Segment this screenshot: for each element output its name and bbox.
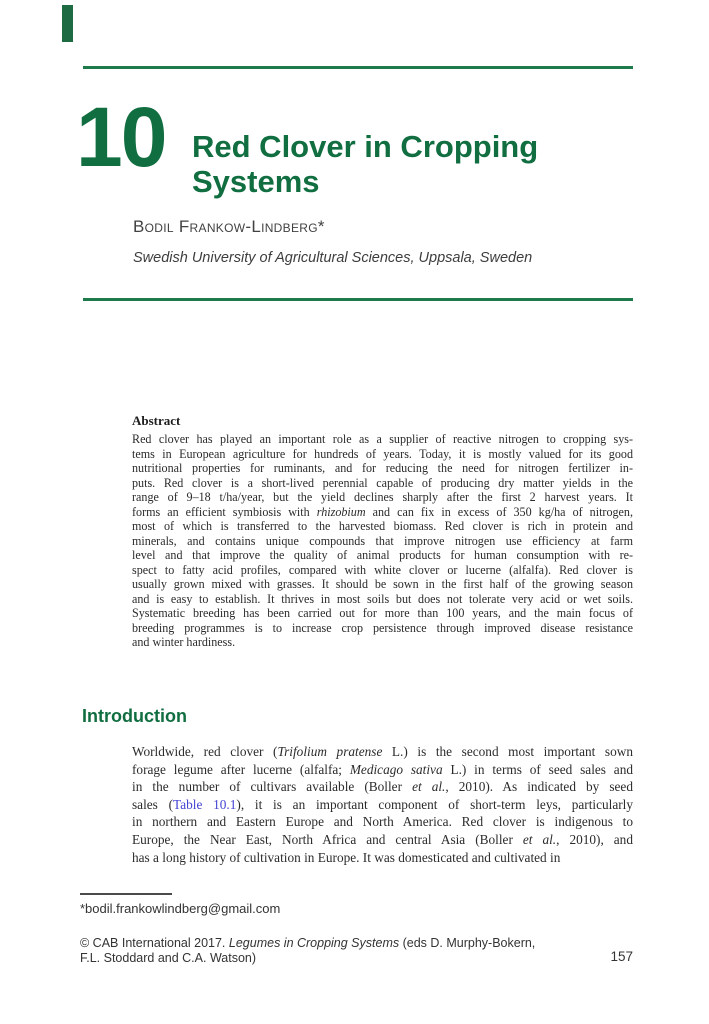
text-line [132,447,633,462]
text-segment: usually grown mixed with grasses. It should be sown in the first half of the growing season [132,577,633,591]
text-segment: has a long history of cultivation in Europe. It was domesticated and cultivated in [132,849,561,865]
introduction-heading: Introduction [82,706,187,726]
text-segment: minerals, and contains unique compounds that improve nitrogen use efficiency at farm [132,533,633,548]
text-segment: L.) is the second most important sown [382,744,633,759]
text-line [132,432,633,447]
author-affiliation: Swedish University of Agricultural Sciences, Uppsala, Sweden [133,250,533,266]
text-segment: © CAB International 2017. [80,936,229,950]
text-segment: (eds D. Murphy-Bokern, [399,936,536,950]
chapter-number: 10 [76,90,166,184]
text-line [132,778,633,796]
text-line [132,796,633,814]
footnote-email: *bodil.frankowlindberg@gmail.com [80,901,281,916]
text-segment: F.L. Stoddard and C.A. Watson) [80,951,257,965]
text-segment: forage legume after lucerne (alfalfa; [132,761,350,777]
text-segment: rhizobium [316,504,366,519]
text-line [132,476,633,491]
text-segment: Legumes in Cropping Systems [228,936,400,950]
page-number: 157 [610,949,633,964]
abstract-heading: Abstract [132,413,181,428]
text-segment: breeding programmes is to increase crop persistence through improved disease resistance [132,620,633,635]
text-line [80,951,560,966]
text-segment: Europe, the Near East, North Africa and central Asia (Boller [132,831,523,847]
text-segment: Worldwide, red clover ( [132,744,278,759]
page-edge-mark [62,5,73,42]
author-name: Bodil Frankow-Lindberg* [133,217,325,236]
text-segment: puts. Red clover is a short-lived perennial capable of producing dry matter yields in the [132,475,633,490]
header-rule-top [83,66,633,69]
text-segment: tems in European agriculture for hundreds of years. Today, it is mostly valued for its good [132,446,633,461]
text-line [132,490,633,505]
footnote-rule [80,893,172,895]
copyright-notice [80,936,560,966]
text-line [132,505,633,520]
text-line [132,563,633,578]
text-line [132,592,633,607]
text-segment: in the number of cultivars available (Boller [132,779,413,795]
text-segment: sales ( [132,796,174,812]
text-segment: , 2010), and [556,831,633,847]
text-segment: level and that improve the quality of animal products for human consumption with re- [132,548,633,562]
text-segment: et al. [412,779,446,795]
text-segment: range of 9–18 t/ha/year, but the yield declines sharply after the first 2 harvest years. It [132,490,633,504]
text-line [132,461,633,476]
text-line [132,519,633,534]
chapter-title-line1: Red Clover in Cropping [192,129,539,164]
text-line [132,621,633,636]
text-segment: in northern and Eastern Europe and North America. Red clover is indigenous to [132,814,633,830]
text-line [132,761,633,779]
text-line [132,606,633,621]
text-line [132,849,633,867]
text-segment: Trifolium pratense [277,744,383,759]
text-segment: and can fix in excess of 350 kg/ha of nitrogen, [365,504,633,519]
text-segment: et al. [522,831,557,847]
abstract-text [132,432,633,650]
introduction-text [132,743,633,866]
text-segment: Red clover has played an important role as a supplier of reactive nitrogen to cropping sys- [132,432,633,446]
text-segment: and is easy to establish. It thrives in most soils but does not tolerate very acid or wet soils. [132,591,633,606]
text-segment: ), it is an important component of short-term leys, particularly [236,796,633,812]
text-line [132,831,633,849]
text-segment: spect to fatty acid profiles, compared with white clover or lucerne (alfalfa). Red clover is [132,562,633,577]
text-line [80,936,560,951]
text-line [132,548,633,563]
text-line [132,577,633,592]
text-segment: L.) in terms of seed sales and [442,761,634,777]
text-segment: and winter hardiness. [132,635,236,649]
text-segment: most of which is transferred to the harvested biomass. Red clover is rich in protein and [132,519,633,533]
header-rule-bottom [83,298,633,301]
text-line [132,743,633,761]
table-10-1-link[interactable]: Table 10.1 [173,796,237,812]
abstract-section [132,413,633,650]
text-line [132,534,633,549]
text-line [132,813,633,831]
text-line [132,635,633,650]
text-segment: Medicago sativa [349,761,443,777]
text-segment: forms an efficient symbiosis with [132,504,317,519]
text-segment: Systematic breeding has been carried out for more than 100 years, and the main focus of [132,606,633,620]
text-segment: , 2010). As indicated by seed [445,779,633,795]
chapter-title-line2: Systems [192,164,320,199]
chapter-title [192,129,612,199]
text-segment: nutritional properties for ruminants, and for reducing the need for nitrogen fertilizer in- [132,461,633,475]
